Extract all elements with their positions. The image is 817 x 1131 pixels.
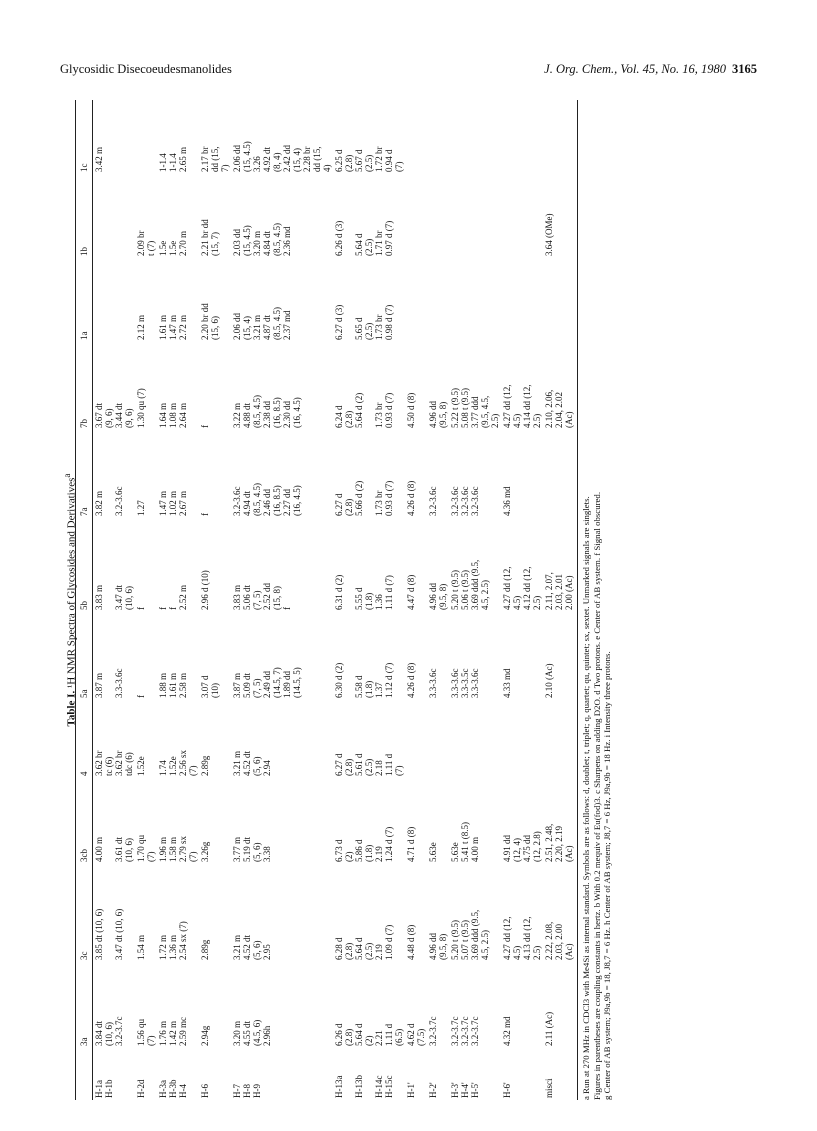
table-cell: 2.89g: [200, 755, 210, 776]
column-header: 5b: [76, 518, 93, 612]
table-cell: [449, 700, 501, 778]
table-cell: 3.2-3.7c 3.2-3.7c 3.2-3.7c: [450, 1016, 480, 1046]
table-cell: 2.17 br dd (15, 7): [200, 146, 230, 172]
table-row: [157, 100, 199, 1100]
column-header: 4: [76, 700, 93, 778]
table-cell: 3.85 dt (10, 6) 3.47 dt (10, 6): [94, 908, 124, 960]
table-cell: [93, 174, 136, 258]
rotated-table-block: [59, 100, 759, 1100]
table-row: [93, 100, 136, 1100]
footnote: g Center of AB system; J9a,9b = 18, J8,7 = 6 Hz. h Center of AB system; J8,7 = 6 Hz, J9a,9b = 18 Hz. i Intensity three protons.: [602, 651, 612, 1100]
table-cell: 3.67 dt (9, 6) 3.44 dt (9, 6): [94, 402, 134, 428]
column-header: 7a: [76, 430, 93, 518]
table-cell: f f 2.52 m: [158, 584, 188, 610]
page-number: 3165: [732, 62, 757, 76]
table-cell: [543, 100, 578, 174]
table-cell: 2.12 m: [136, 314, 146, 340]
table-cell: 4.32 md: [502, 1016, 512, 1046]
table-row: [231, 100, 333, 1100]
table-cell: 4.96 dd (9.5, 8): [428, 933, 448, 960]
row-label: misci: [543, 1048, 578, 1100]
running-header: [60, 62, 757, 82]
table-row: [427, 100, 449, 1100]
table-cell: 6.24 d (2.8) 5.64 d (2) 1.73 br 0.93 d (7): [334, 392, 394, 428]
table-cell: 3.26g: [200, 841, 210, 862]
table-cell: 6.31 d (2) 5.55 d (1.8) 1.36 1.11 d (7): [334, 574, 394, 610]
table-cell: 1.74 1.52e 2.56 sx (7): [158, 749, 198, 776]
column-header: 3a: [76, 962, 93, 1048]
table-cell: 3.87 m 3.3-3.6c: [94, 668, 124, 698]
table-cell: 4.27 dd (12, 4.5) 4.14 dd (12, 2.5): [502, 384, 542, 428]
table-title-prefix: Table I.: [65, 690, 78, 727]
table-cell: [405, 174, 427, 258]
table-cell: [501, 258, 543, 342]
table-cell: [427, 258, 449, 342]
table-cell: 6.27 d (2.8) 5.66 d (2) 1.73 br 0.93 d (7): [334, 480, 394, 516]
table-cell: 2.89g: [200, 939, 210, 960]
table-cell: 3.77 m 5.19 dt (5, 6) 3.38: [232, 836, 272, 862]
table-cell: 3.22 m 4.88 dt (8.5, 4.5) 2.38 dd (16, 8.5) 2.30 dd (16, 4.5): [232, 395, 302, 428]
table-cell: 5.63e 5.41 t (8.5) 4.00 m: [450, 822, 480, 862]
column-header: [76, 1048, 93, 1100]
footnote: a Run at 270 MHz in CDCl3 with Me4Si as internal standard. Symbols are as follows: d, doublet; t, triplet; q, quartet; qu, quintet; sx, sextet. Unmarked signals are singlets.: [581, 496, 591, 1100]
table-cell: [501, 700, 543, 778]
table-cell: 4.47 d (8): [406, 574, 416, 610]
column-header: 3c: [76, 864, 93, 962]
table-cell: 4.62 d (7.5): [406, 1023, 426, 1046]
table-cell: 6.28 d (2.8) 5.64 d (2.5) 2.19 1.09 d (7): [334, 924, 394, 960]
row-label: H-3' H-4' H-5': [450, 1082, 480, 1098]
table-cell: [501, 100, 543, 174]
table-cell: 3.21 m 4.52 dt (5, 6) 2.94: [232, 750, 272, 776]
table-cell: 6.27 d (2.8) 5.61 d (2.5) 2.18 1.11 d (7): [334, 753, 404, 776]
table-cell: 6.73 d (2) 5.86 d (1.8) 2.19 1.24 d (7): [334, 826, 394, 862]
table-cell: 2.10 (Ac): [543, 612, 578, 700]
table-cell: [501, 174, 543, 258]
table-cell: 2.22, 2.08, 2.03, 2.00 (Ac): [543, 864, 578, 962]
table-cell: 6.26 d (2.8) 5.64 d (2) 2.21 1.11 d (6.5): [334, 1023, 404, 1046]
column-header: 1c: [76, 100, 93, 174]
table-cell: 2.96 d (10): [200, 570, 210, 610]
table-cell: 4.91 dd (12, 4) 4.75 dd (12, 2.8): [502, 831, 542, 862]
table-cell: 1.52e: [136, 756, 146, 776]
table-cell: 3.2-3.6c 3.2-3.6c 3.2-3.6c: [450, 486, 480, 516]
table-cell: 1.61 m 1.47 m 2.72 m: [158, 314, 188, 340]
table-cell: 4.50 d (8): [406, 392, 416, 428]
table-cell: 3.84 dt (10, 6) 3.2-3.7c: [94, 1016, 124, 1046]
column-header: 7b: [76, 342, 93, 430]
column-header: 1a: [76, 258, 93, 342]
table-cell: 4.33 md: [502, 668, 512, 698]
table-cell: 3.2-3.6c 4.94 dt (8.5, 4.5) 2.46 dd (16, 8.5) 2.27 dd (16, 4.5): [232, 483, 302, 516]
table-cell: 1-1.4 1-1.4 2.65 m: [158, 146, 188, 172]
row-label: H-6': [502, 1082, 512, 1098]
table-cell: f: [136, 607, 146, 610]
table-cell: 4.27 dd (12, 4.5) 4.13 dd (12, 2.5): [502, 916, 542, 960]
table-row: [501, 100, 543, 1100]
table-cell: 1.64 m 1.08 m 2.64 m: [158, 402, 188, 428]
row-label: H-1a H-1b: [94, 1079, 114, 1098]
table-cell: 3.64 (OMe): [543, 174, 578, 258]
table-cell: 3.42 m: [94, 146, 104, 172]
table-cell: [543, 430, 578, 518]
table-cell: 3.62 br tc (6) 3.62 br tdc (6): [94, 750, 134, 776]
nmr-table: [75, 100, 578, 1100]
table-cell: 3.87 m 5.09 dt (7, 5) 2.49 dd (14.5, 7) 1.89 dd (14.5, 5): [232, 667, 302, 698]
column-header: 1b: [76, 174, 93, 258]
table-cell: 4.48 d (8): [406, 924, 416, 960]
row-label: H-1': [406, 1082, 416, 1098]
table-cell: 1.76 m 1.42 m 2.59 mc: [158, 1017, 188, 1046]
column-header: 3cb: [76, 778, 93, 864]
table-cell: [449, 258, 501, 342]
row-label: H-7 H-8 H-9: [232, 1084, 262, 1098]
table-cell: 1.72 m 1.36 m 2.54 sx (7): [158, 921, 188, 960]
row-label: H-13a H-13b H-14c H-15c: [334, 1075, 394, 1098]
table-cell: 3.3-3.6c: [428, 668, 438, 698]
table-cell: 3.83 m 5.06 dt (7, 5) 2.52 dd (15, 8) f: [232, 583, 292, 610]
table-cell: 2.06 dd (15, 4.5) 3.26 4.92 dt (8, 4) 2.42 dd (15, 4) 2.28 br dd (15, 4): [232, 141, 332, 172]
table-row: [135, 100, 157, 1100]
table-cell: 3.2-3.7c: [428, 1016, 438, 1046]
table-cell: 3.82 m 3.2-3.6c: [94, 486, 124, 516]
table-cell: 2.11, 2.07, 2.03, 2.01 2.00 (Ac): [543, 518, 578, 612]
table-row: [199, 100, 231, 1100]
table-cell: [427, 700, 449, 778]
table-header-row: [76, 100, 93, 1100]
table-cell: 3.07 d (10): [200, 675, 220, 698]
table-cell: 1.27: [136, 500, 146, 516]
table-cell: 4.96 dd (9.5, 8): [428, 583, 448, 610]
table-cell: 5.20 t (9.5) 5.06 t (9.5) 3.69 ddd (9.5, 4.5, 2.5): [450, 559, 490, 610]
table-footnotes: [578, 100, 613, 1100]
column-header: 5a: [76, 612, 93, 700]
running-title: Glycosidic Disecoeudesmanolides: [60, 62, 232, 76]
table-cell: 6.30 d (2) 5.58 d (1.8) 1.37 1.12 d (7): [334, 662, 394, 698]
table-cell: 3.83 m 3.47 dt (10, 6): [94, 584, 134, 610]
table-cell: 4.26 d (8): [406, 662, 416, 698]
table-cell: 1.96 m 1.58 m 2.79 sx (7): [158, 835, 198, 862]
table-cell: [427, 100, 449, 174]
table-cell: f: [136, 695, 146, 698]
table-cell: 2.03 dd (15, 4.5) 3.20 m 4.84 dt (8.5, 4.5) 2.36 md: [232, 223, 292, 256]
table-title-text: ¹H NMR Spectra of Glycosides and Derivatives: [65, 477, 78, 689]
table-cell: 3.21 m 4.52 dt (5, 6) 2.95: [232, 934, 272, 960]
table-cell: 5.22 t (9.5) 5.08 t (9.5) 3.77 ddd (9.5, 4.5, 2.5): [450, 388, 500, 428]
table-row: [405, 100, 427, 1100]
table-cell: 6.27 d (3) 5.65 d (2.5) 1.73 br 0.98 d (7): [334, 304, 394, 340]
table-cell: 2.51, 2.48, 2.20, 2.19 (Ac): [543, 778, 578, 864]
table-title-note: a: [62, 473, 72, 478]
table-cell: [93, 258, 136, 342]
table-cell: f: [200, 513, 210, 516]
table-body: [93, 100, 578, 1100]
table-cell: 6.25 d (2.8) 5.67 d (2.5) 1.72 br 0.94 d (7): [334, 146, 404, 172]
table-cell: 3.20 m 4.55 dt (4.5, 6) 2.96h: [232, 1019, 272, 1046]
table-cell: f: [200, 425, 210, 428]
table-cell: [135, 100, 157, 174]
table-cell: 2.06 dd (15, 4) 3.21 m 4.87 dt (8.5, 4.5) 2.37 md: [232, 307, 292, 340]
table-cell: 6.26 d (3) 5.64 d (2.5) 1.71 br 0.97 d (7): [334, 220, 394, 256]
table-cell: [449, 174, 501, 258]
table-row: [333, 100, 405, 1100]
table-cell: 2.94g: [200, 1025, 210, 1046]
table-cell: [449, 100, 501, 174]
table-cell: 4.96 dd (9.5, 8): [428, 401, 448, 428]
table-cell: 5.63e: [428, 842, 438, 862]
table-cell: 1.56 qu (7): [136, 1019, 156, 1046]
table-cell: 3.3-3.6c 3.3-3.5c 3.3-3.6c: [450, 668, 480, 698]
table-cell: 3.2-3.6c: [428, 486, 438, 516]
table-cell: 2.20 br dd (15, 6): [200, 303, 220, 340]
table-row: [449, 100, 501, 1100]
table-cell: [427, 174, 449, 258]
table-cell: 2.10, 2.06, 2.04, 2.02 (Ac): [543, 342, 578, 430]
table-cell: 2.21 br dd (15, 7): [200, 219, 220, 256]
row-label: H-2d: [136, 1079, 146, 1098]
table-cell: 1.70 qu (7): [136, 835, 156, 862]
row-label: H-6: [200, 1084, 210, 1098]
table-cell: [405, 258, 427, 342]
row-label: H-3a H-3b H-4: [158, 1079, 188, 1098]
table-cell: [543, 700, 578, 778]
table-cell: 2.11 (Ac): [543, 962, 578, 1048]
journal-citation: [544, 62, 757, 77]
table-cell: 4.27 dd (12, 4.5) 4.12 dd (12, 2.5): [502, 566, 542, 610]
table-cell: 4.26 d (8): [406, 480, 416, 516]
table-cell: 1.30 qu (7): [136, 388, 146, 428]
table-cell: 2.09 br t (7): [136, 230, 156, 256]
footnote: Figures in parentheses are coupling constants in hertz. b With 0.2 mequiv of Eu(fod)3. c Sharpens on adding D2O. d Two protons. e Center of AB system. f Signal obscured.: [591, 491, 602, 1100]
table-cell: [405, 700, 427, 778]
table-cell: 1.54 m: [136, 934, 146, 960]
table-cell: 1.47 m 1.02 m 2.67 m: [158, 490, 188, 516]
table-row: [543, 100, 578, 1100]
journal-name: J. Org. Chem., Vol. 45, No. 16, 1980: [544, 62, 726, 76]
table-cell: 1.88 m 1.61 m 2.58 m: [158, 672, 188, 698]
table-cell: 4.00 m 3.61 dt (10, 6): [94, 836, 134, 862]
row-label: H-2': [428, 1082, 438, 1098]
table-title: [59, 100, 78, 1100]
table-cell: 1.5e 1.5e 2.70 m: [158, 230, 188, 256]
table-cell: 4.36 md: [502, 486, 512, 516]
table-cell: 4.71 d (8): [406, 826, 416, 862]
table-cell: 5.20 t (9.5) 5.07 t (9.5) 3.69 ddd (9.5, 4.5, 2.5): [450, 909, 490, 960]
table-cell: [405, 100, 427, 174]
table-cell: [543, 258, 578, 342]
